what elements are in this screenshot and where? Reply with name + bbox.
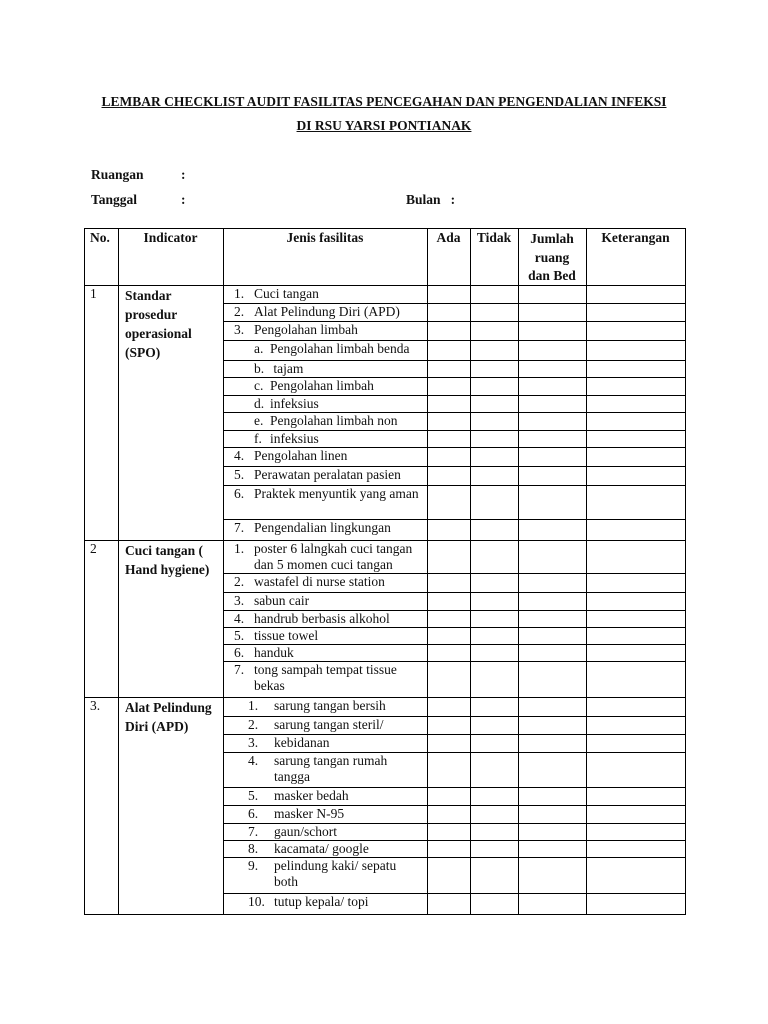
item-number: 6. <box>248 806 259 821</box>
item-label: tong sampah tempat tissue bekas <box>254 662 401 693</box>
item-number: c. <box>254 378 264 393</box>
item-label: kebidanan <box>274 735 330 750</box>
item-label: Alat Pelindung Diri (APD) <box>254 304 400 319</box>
item-number: 1. <box>234 286 245 301</box>
item-number: f. <box>254 431 262 446</box>
item-number: 6. <box>234 486 245 501</box>
item-label: Perawatan peralatan pasien <box>254 467 401 482</box>
item-label: Pengolahan linen <box>254 448 348 463</box>
item-label: tajam <box>270 361 304 376</box>
item-label: handuk <box>254 645 294 660</box>
item-number: 4. <box>234 611 245 626</box>
header-tidak: Tidak <box>476 230 512 245</box>
item-number: d. <box>254 396 265 411</box>
item-label: Pengolahan limbah <box>270 378 374 393</box>
item-number: b. <box>254 361 265 376</box>
item-number: 6. <box>234 645 245 660</box>
section-bottom-line <box>84 914 686 915</box>
item-number: 4. <box>248 753 259 768</box>
item-label: sarung tangan bersih <box>274 698 386 713</box>
item-number: 3. <box>234 322 245 337</box>
section-number: 3. <box>90 698 101 713</box>
ruangan-label: Ruangan <box>91 167 144 182</box>
header-indicator: Indicator <box>143 230 198 245</box>
item-label: Pengendalian lingkungan <box>254 520 391 535</box>
item-number: 10. <box>248 894 265 909</box>
item-number: 7. <box>248 824 259 839</box>
item-number: 1. <box>248 698 259 713</box>
item-label: sarung tangan rumah tangga <box>274 753 391 784</box>
table-column-line <box>470 228 471 915</box>
item-number: 5. <box>248 788 259 803</box>
item-number: e. <box>254 413 264 428</box>
item-label: gaun/schort <box>274 824 337 839</box>
table-column-line <box>118 228 119 915</box>
item-label: handrub berbasis alkohol <box>254 611 390 626</box>
page-subtitle: DI RSU YARSI PONTIANAK <box>296 118 472 133</box>
item-number: 7. <box>234 662 245 677</box>
item-label: kacamata/ google <box>274 841 369 856</box>
item-number: 4. <box>234 448 245 463</box>
item-label: tutup kepala/ topi <box>274 894 369 909</box>
item-number: 2. <box>248 717 259 732</box>
item-label: Pengolahan limbah non <box>270 413 398 428</box>
item-number: 1. <box>234 541 245 556</box>
table-column-line <box>518 228 519 915</box>
item-label: poster 6 lalngkah cuci tangan dan 5 momen cuci tangan <box>254 541 416 572</box>
table-column-line <box>685 228 686 915</box>
item-label: masker N-95 <box>274 806 345 821</box>
item-number: a. <box>254 341 264 356</box>
item-number: 2. <box>234 304 245 319</box>
item-label: Pengolahan limbah <box>254 322 358 337</box>
item-label: pelindung kaki/ sepatu both <box>274 858 400 889</box>
tanggal-label: Tanggal <box>91 192 138 207</box>
table-column-line <box>84 228 85 915</box>
section-indicator: Standar prosedur operasional (SPO) <box>125 288 192 360</box>
item-label: Cuci tangan <box>254 286 319 301</box>
page-title: LEMBAR CHECKLIST AUDIT FASILITAS PENCEGAHAN DAN PENGENDALIAN INFEKSI <box>101 94 667 109</box>
ruangan-colon: : <box>181 167 186 182</box>
tanggal-colon: : <box>181 192 186 207</box>
section-number: 2 <box>90 541 97 556</box>
item-label: sabun cair <box>254 593 310 608</box>
item-number: 7. <box>234 520 245 535</box>
item-number: 8. <box>248 841 259 856</box>
item-number: 9. <box>248 858 259 873</box>
header-jenis-fasilitas: Jenis fasilitas <box>286 230 364 245</box>
item-number: 2. <box>234 574 245 589</box>
item-label: masker bedah <box>274 788 349 803</box>
header-ada: Ada <box>436 230 461 245</box>
header-jumlah-ruang-bed: Jumlah ruang dan Bed <box>528 231 576 283</box>
bulan-label: Bulan : <box>406 192 456 207</box>
item-label: wastafel di nurse station <box>254 574 385 589</box>
item-label: infeksius <box>270 431 319 446</box>
table-column-line <box>586 228 587 915</box>
header-no: No. <box>90 230 110 245</box>
section-indicator: Alat Pelindung Diri (APD) <box>125 700 212 734</box>
table-column-line <box>427 228 428 915</box>
item-label: tissue towel <box>254 628 319 643</box>
section-indicator: Cuci tangan ( Hand hygiene) <box>125 543 210 577</box>
item-label: infeksius <box>270 396 319 411</box>
table-column-line <box>223 228 224 915</box>
item-number: 5. <box>234 467 245 482</box>
item-label: Pengolahan limbah benda <box>270 341 410 356</box>
item-label: Praktek menyuntik yang aman <box>254 486 419 501</box>
header-keterangan: Keterangan <box>601 230 670 245</box>
table-top-line <box>84 228 686 229</box>
item-number: 3. <box>234 593 245 608</box>
item-number: 3. <box>248 735 259 750</box>
section-number: 1 <box>90 286 97 301</box>
item-label: sarung tangan steril/ <box>274 717 384 732</box>
item-number: 5. <box>234 628 245 643</box>
